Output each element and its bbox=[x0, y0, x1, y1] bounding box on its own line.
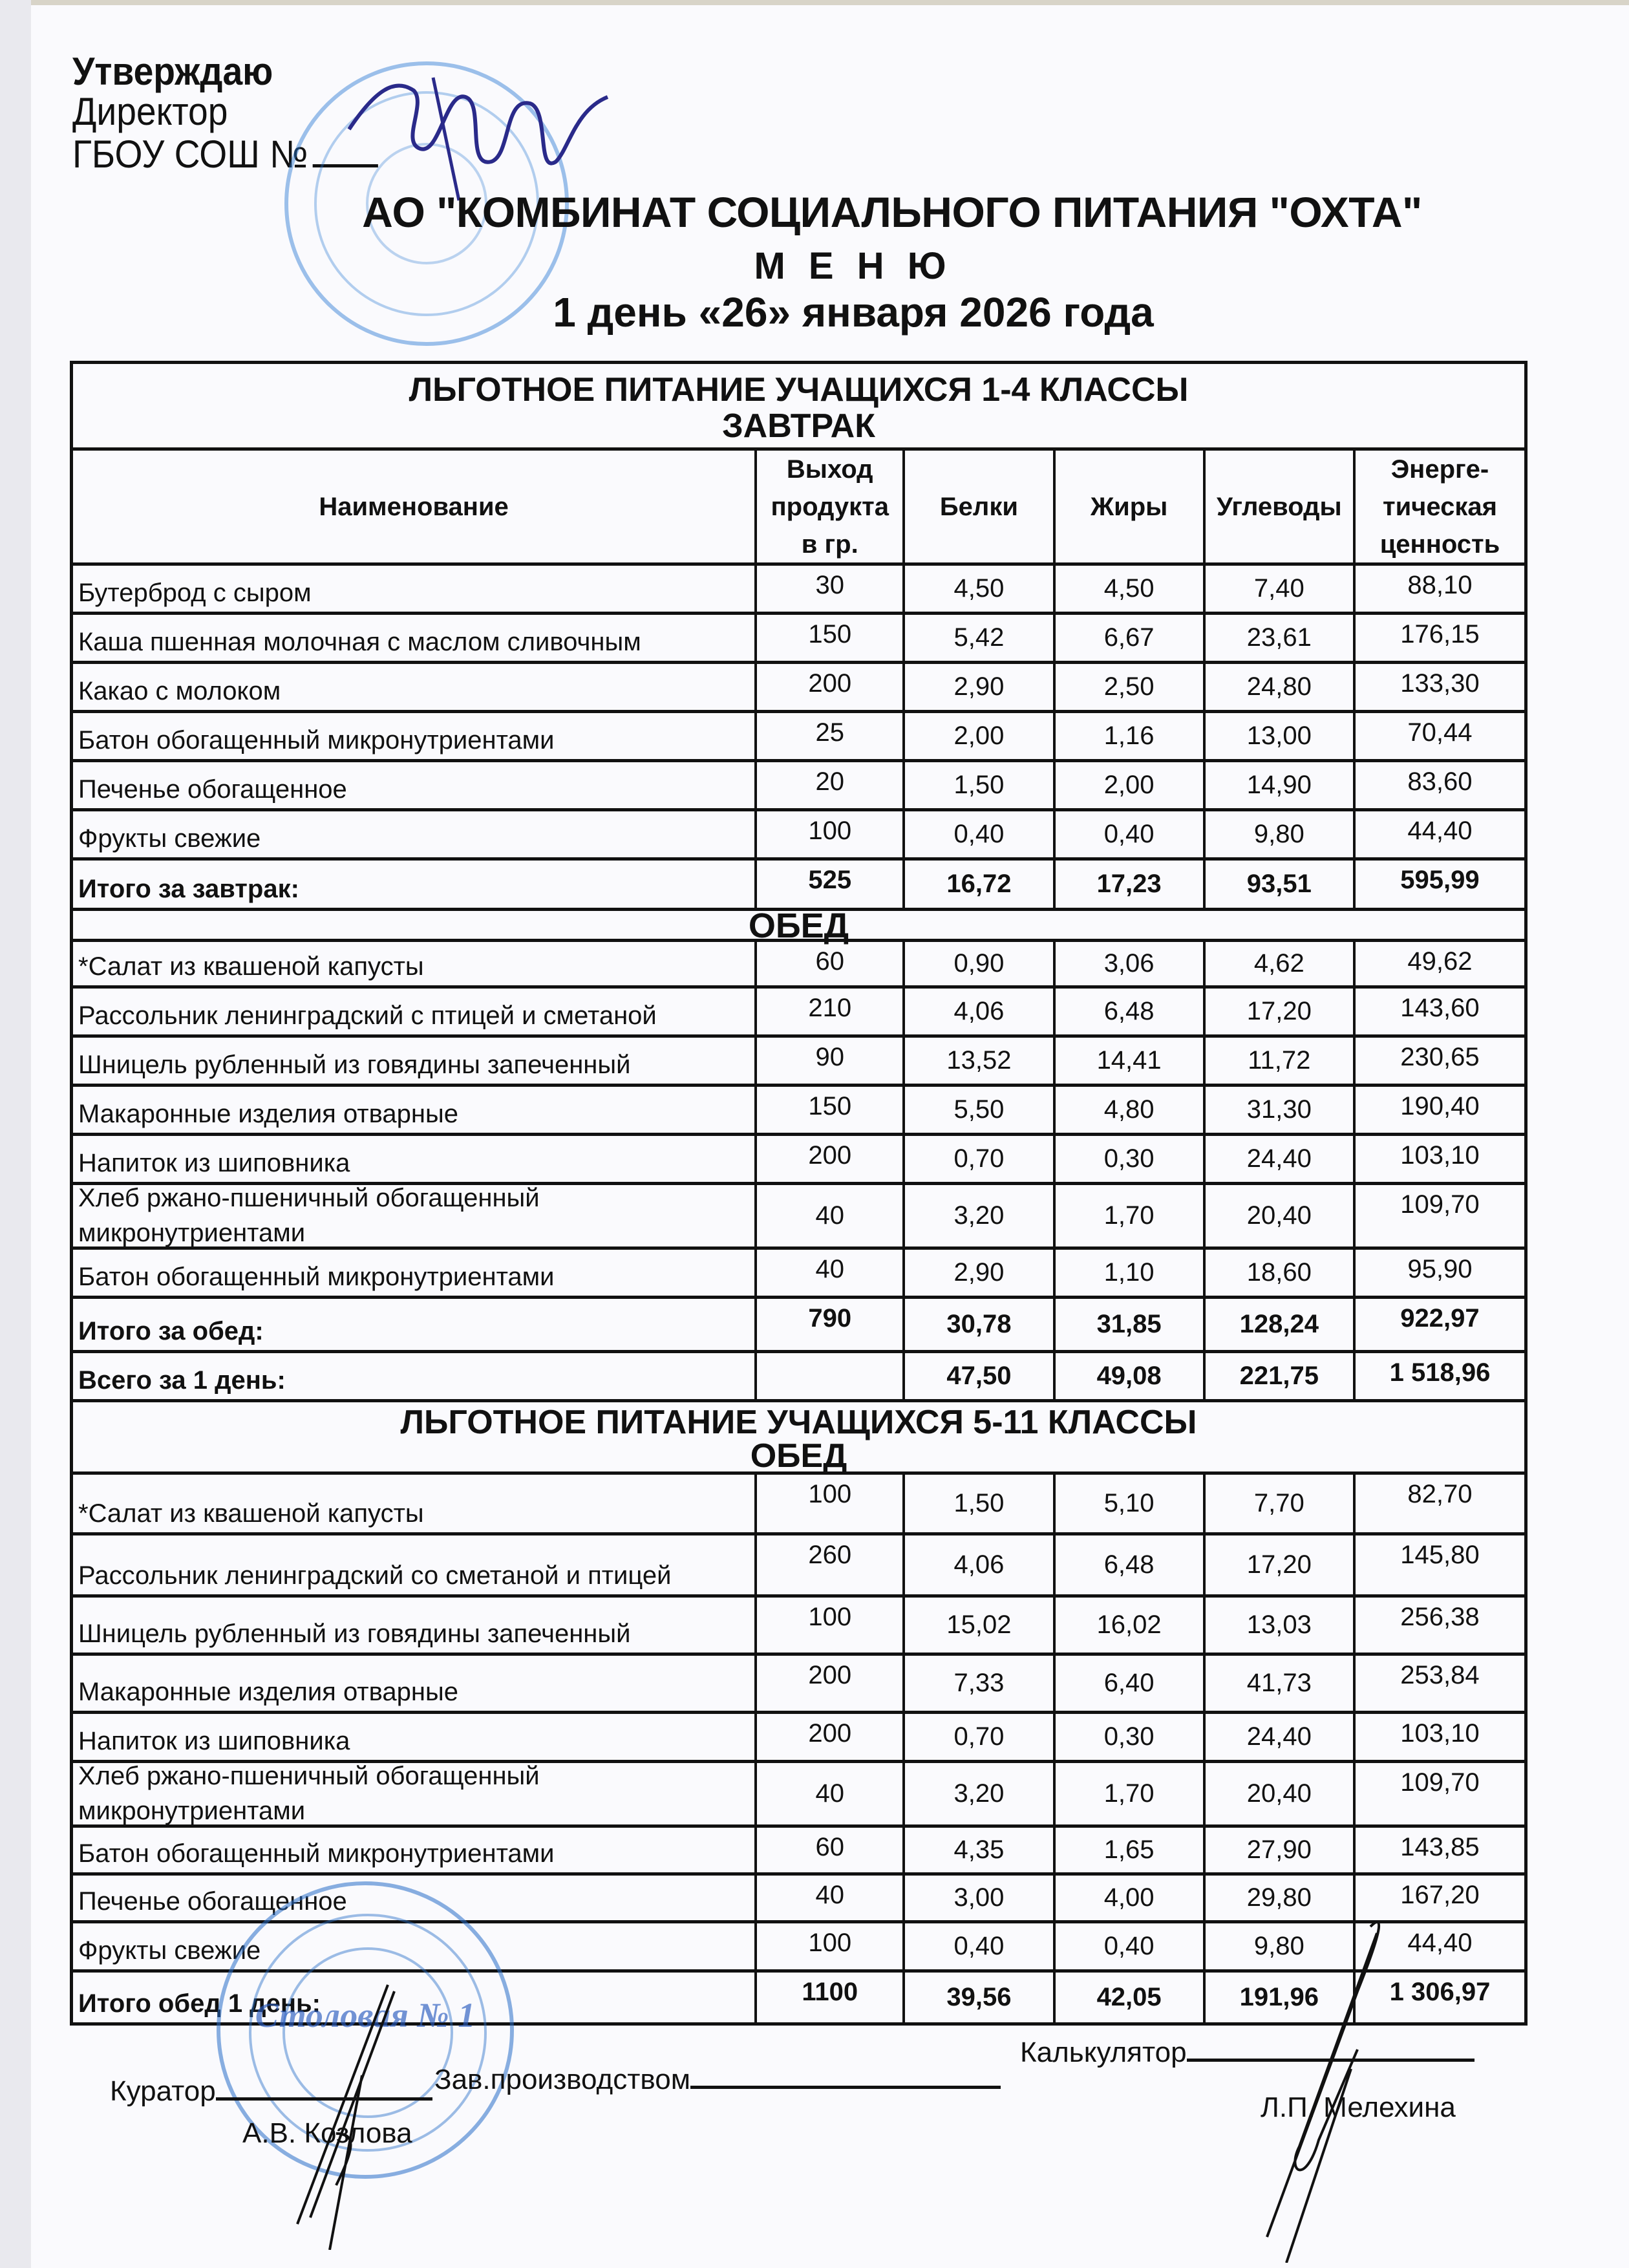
table-row: Макаронные изделия отварные 200 7,33 6,40 41,73 253,84 bbox=[73, 1656, 1524, 1714]
approval-block bbox=[72, 52, 378, 175]
lunch-total-row: Итого за обед: 790 30,78 31,85 128,24 922,97 bbox=[73, 1299, 1524, 1353]
section2-total-row: Итого обед 1 день: 1100 39,56 42,05 191,96 1 306,97 bbox=[73, 1973, 1524, 2026]
calculator-label: Калькулятор bbox=[1020, 2037, 1187, 2068]
table-row: Напиток из шиповника 200 0,70 0,30 24,40 103,10 bbox=[73, 1136, 1524, 1185]
col-energy: Энерге-тическая ценность bbox=[1379, 455, 1500, 559]
section2-lunch-title: ОБЕД bbox=[750, 1437, 847, 1475]
table-row: Шницель рубленный из говядины запеченный 100 15,02 16,02 13,03 256,38 bbox=[73, 1598, 1524, 1656]
table-row: Печенье обогащенное 20 1,50 2,00 14,90 83,60 bbox=[73, 762, 1524, 811]
breakfast-title: ЗАВТРАК bbox=[722, 407, 875, 445]
table-row: Каша пшенная молочная с маслом сливочным 150 5,42 6,67 23,61 176,15 bbox=[73, 615, 1524, 664]
breakfast-total-row: Итого за завтрак: 525 16,72 17,23 93,51 595,99 bbox=[73, 861, 1524, 911]
table-row: *Салат из квашеной капусты 60 0,90 3,06 4,62 49,62 bbox=[73, 942, 1524, 989]
table-row: Фрукты свежие 100 0,40 0,40 9,80 44,40 bbox=[73, 1923, 1524, 1973]
production-signature-line bbox=[690, 2079, 1001, 2089]
calculator-name: Л.П. Мелехина bbox=[1261, 2091, 1456, 2123]
table-row: Макаронные изделия отварные 150 5,50 4,80 31,30 190,40 bbox=[73, 1087, 1524, 1136]
table-row: Рассольник ленинградский со сметаной и птицей 260 4,06 6,48 17,20 145,80 bbox=[73, 1535, 1524, 1598]
table-row: Хлеб ржано-пшеничный обогащенный микронутриентами 40 3,20 1,70 20,40 109,70 bbox=[73, 1185, 1524, 1250]
section1-title: ЛЬГОТНОЕ ПИТАНИЕ УЧАЩИХСЯ 1-4 КЛАССЫ bbox=[409, 371, 1189, 409]
day-total-row: Всего за 1 день: 47,50 49,08 221,75 1 518,96 bbox=[73, 1353, 1524, 1402]
curator-block bbox=[110, 2075, 432, 2108]
table-row: *Салат из квашеной капусты 100 1,50 5,10 7,70 82,70 bbox=[73, 1475, 1524, 1535]
table-row: Батон обогащенный микронутриентами 40 2,90 1,10 18,60 95,90 bbox=[73, 1250, 1524, 1299]
table-row: Батон обогащенный микронутриентами 60 4,35 1,65 27,90 143,85 bbox=[73, 1828, 1524, 1876]
table-row: Бутерброд с сыром 30 4,50 4,50 7,40 88,10 bbox=[73, 566, 1524, 615]
approval-school: ГБОУ СОШ № bbox=[72, 132, 378, 175]
col-carbs: Углеводы bbox=[1206, 451, 1356, 562]
calculator-block bbox=[1020, 2037, 1475, 2069]
scan-edge-left bbox=[0, 0, 31, 2268]
production-label: Зав.производством bbox=[434, 2064, 690, 2095]
table-row: Хлеб ржано-пшеничный обогащенный микронутриентами 40 3,20 1,70 20,40 109,70 bbox=[73, 1763, 1524, 1828]
table-row: Батон обогащенный микронутриентами 25 2,00 1,16 13,00 70,44 bbox=[73, 713, 1524, 762]
menu-date: 1 день «26» января 2026 года bbox=[553, 289, 1154, 336]
col-proteins: Белки bbox=[905, 451, 1055, 562]
col-output: Выход продукта в гр. bbox=[757, 451, 905, 562]
section2-header-row bbox=[73, 1402, 1524, 1475]
approval-position: Директор bbox=[72, 90, 228, 133]
curator-signature-line bbox=[216, 2091, 432, 2101]
col-fats: Жиры bbox=[1056, 451, 1206, 562]
curator-name: А.В. Козлова bbox=[242, 2117, 412, 2149]
stamp-center-text: Столовая № 1 bbox=[255, 1996, 476, 2035]
table-row: Фрукты свежие 100 0,40 0,40 9,80 44,40 bbox=[73, 811, 1524, 861]
column-header-row bbox=[73, 451, 1524, 566]
calculator-signature-line bbox=[1187, 2052, 1475, 2062]
school-number-blank bbox=[313, 132, 378, 167]
menu-title: М Е Н Ю bbox=[754, 245, 953, 287]
table-row: Шницель рубленный из говядины запеченный 90 13,52 14,41 11,72 230,65 bbox=[73, 1038, 1524, 1087]
organization-title: АО "КОМБИНАТ СОЦИАЛЬНОГО ПИТАНИЯ "ОХТА" bbox=[362, 188, 1422, 236]
production-block bbox=[434, 2064, 1001, 2096]
table-row: Напиток из шиповника 200 0,70 0,30 24,40 103,10 bbox=[73, 1714, 1524, 1763]
section1-header-row bbox=[73, 364, 1524, 451]
curator-label: Куратор bbox=[110, 2075, 216, 2107]
table-row: Какао с молоком 200 2,90 2,50 24,80 133,30 bbox=[73, 664, 1524, 713]
table-row: Рассольник ленинградский с птицей и сметаной 210 4,06 6,48 17,20 143,60 bbox=[73, 989, 1524, 1038]
table-row: Печенье обогащенное 40 3,00 4,00 29,80 167,20 bbox=[73, 1876, 1524, 1923]
scan-edge-top bbox=[0, 0, 1629, 5]
lunch-header-row bbox=[73, 906, 1524, 945]
lunch-title: ОБЕД bbox=[748, 906, 849, 945]
menu-table bbox=[70, 361, 1528, 2026]
col-name: Наименование bbox=[73, 451, 757, 562]
approval-title: Утверждаю bbox=[72, 50, 273, 93]
section2-title: ЛЬГОТНОЕ ПИТАНИЕ УЧАЩИХСЯ 5-11 КЛАССЫ bbox=[400, 1404, 1197, 1441]
